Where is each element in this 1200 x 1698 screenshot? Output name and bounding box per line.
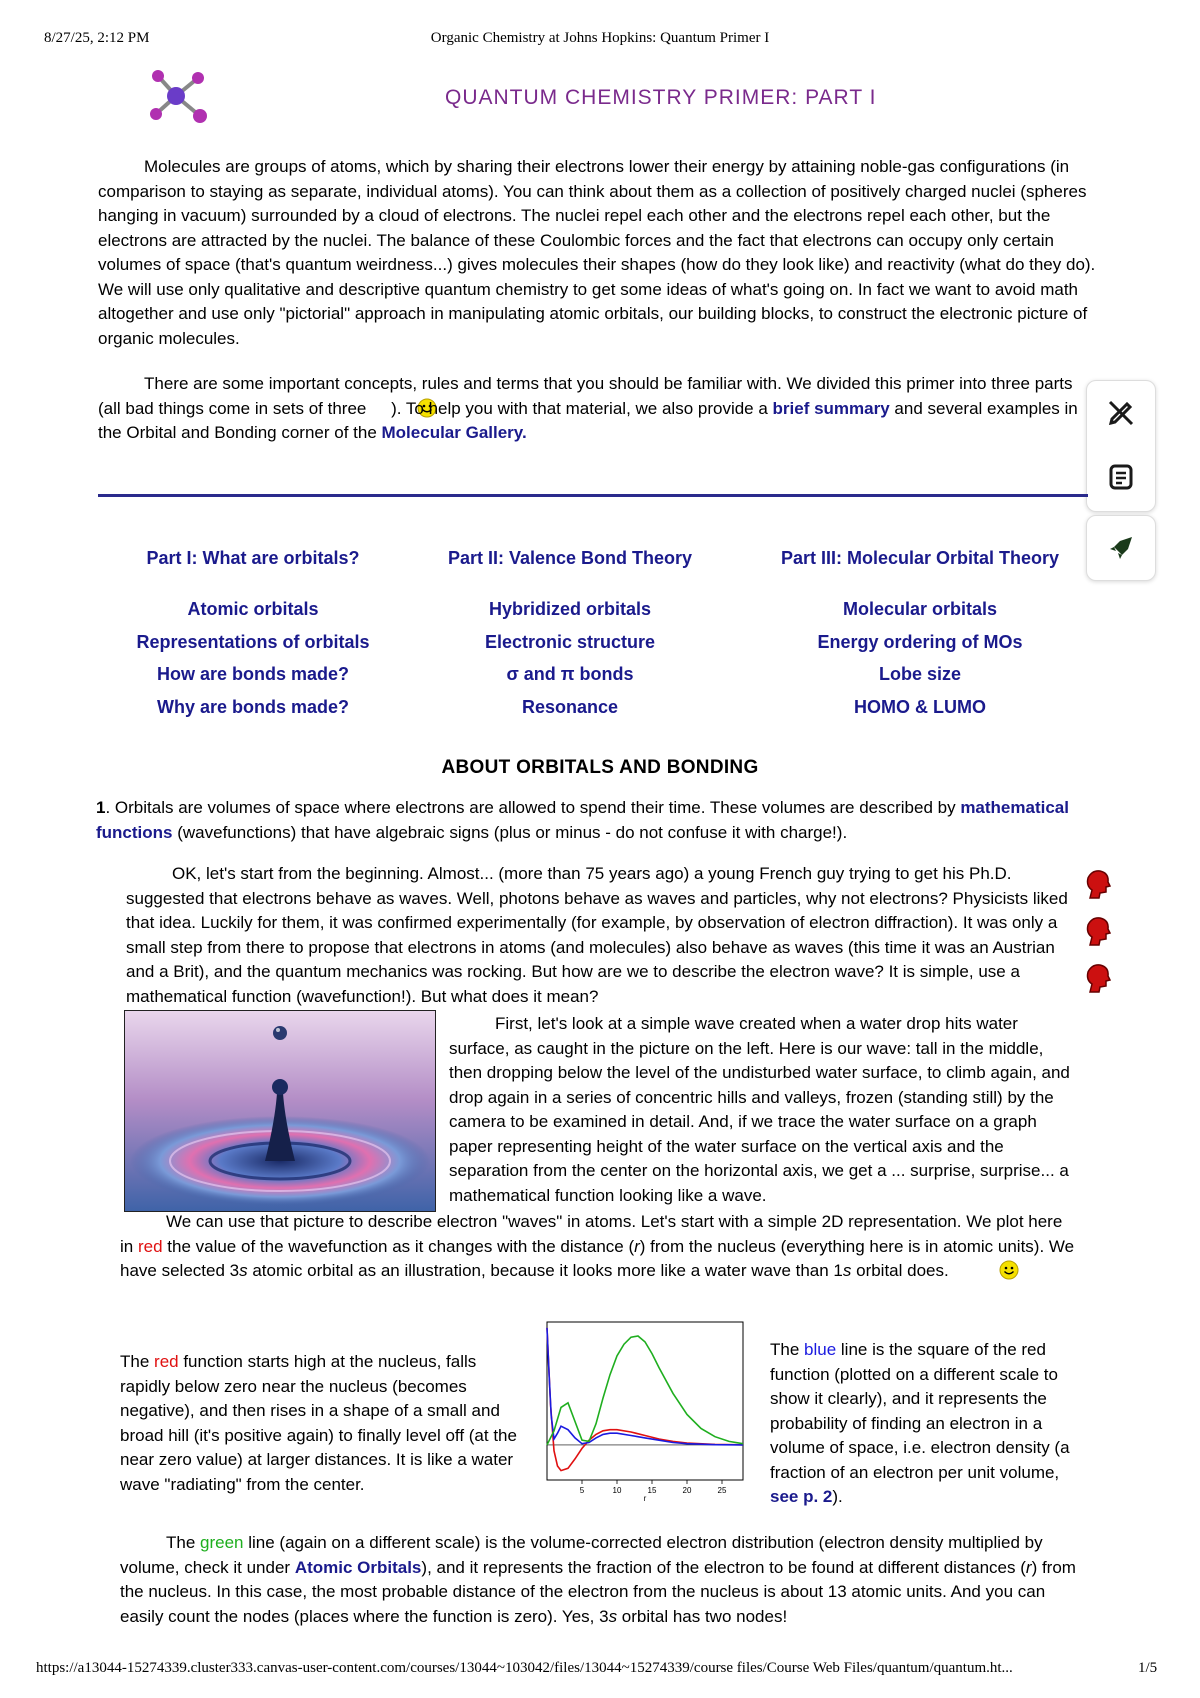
part-3-item[interactable]: Lobe size: [878, 664, 962, 684]
part-1-column: [118, 548, 388, 723]
x-tick-label: 25: [717, 1486, 727, 1495]
x-axis-label: r: [643, 1494, 647, 1502]
mathematical-functions-link[interactable]: mathematical functions: [96, 798, 1069, 842]
blue-function-caption: The blue line is the square of the red function (plotted on a different scale to show it clearly), and it represents the probability of finding an electron in a volume of space, i.e. electron density (a fraction of an electron per unit volume, see p. 2).: [770, 1340, 1070, 1506]
print-page-title: Organic Chemistry at Johns Hopkins: Quantum Primer I: [430, 30, 770, 46]
describe-paragraph: We can use that picture to describe electron "waves" in atoms. Let's start with a simple 2D representation. We plot here in red the value of the wavefunction as it changes with the distance (r) from the nucleus (everything here is in atomic units). We have selected 3s atomic orbital as an illustration, because it looks more like a water wave than 1s orbital does.: [120, 1212, 1075, 1280]
part-1-item[interactable]: Why are bonds made?: [156, 696, 350, 717]
part-2-column: [430, 548, 710, 723]
part-3-item[interactable]: Energy ordering of MOs: [817, 631, 1023, 652]
x-tick-label: 5: [579, 1486, 585, 1495]
thinking-head-icon: [1084, 962, 1112, 1001]
atomic-orbitals-link[interactable]: Atomic Orbitals: [294, 1557, 422, 1577]
rocket-icon: [1106, 533, 1136, 563]
water-paragraph: First, let's look at a simple wave created when a water drop hits water surface, as caught in the picture on the left. Here is our wave: tall in the middle, then dropping below the level of the undisturbed water surface, to climb again, and drop again in a series of concentric hills and valleys, frozen (standing still) by the camera to be examined in detail. And, if we trace the water surface on a graph paper representing height of the water surface on the vertical axis and the separation from the center on the horizontal axis, we get a ... surprise, surprise... a mathematical function looking like a wave.: [449, 1014, 1070, 1205]
part-3-item[interactable]: Molecular orbitals: [842, 599, 998, 619]
print-page-number: 1/5: [1138, 1660, 1158, 1676]
pencil-slash-icon: [1106, 398, 1136, 428]
primer-parts-paragraph: There are some important concepts, rules and terms that you should be familiar with. We divided this primer into three parts (all bad things come in sets of three ). To help you with that material, we also provide a brief summary and several examples in the Orbital and Bonding corner of the Molecular Gallery.: [98, 374, 1078, 442]
thinking-head-icon: [1084, 868, 1112, 907]
part-3-column: [770, 548, 1070, 723]
part-1-item[interactable]: How are bonds made?: [156, 664, 350, 684]
part-2-heading[interactable]: Part II: Valence Bond Theory: [447, 548, 693, 568]
molecule-icon: [148, 68, 208, 126]
side-tool-panel: [1086, 380, 1156, 512]
brief-summary-link[interactable]: brief summary: [772, 398, 890, 418]
section-title: ABOUT ORBITALS AND BONDING: [441, 757, 759, 778]
print-url: https://a13044-15274339.cluster333.canvas-user-content.com/courses/13044~103042/files/13044~15274339/course files/Course Web Files/quantum/quantum.ht...: [36, 1660, 1013, 1676]
notes-button[interactable]: [1087, 445, 1155, 509]
smiley-icon: [371, 398, 391, 418]
water-drop-photo: [124, 1010, 436, 1212]
part-1-item[interactable]: Atomic orbitals: [187, 599, 319, 619]
annotate-button[interactable]: [1087, 381, 1155, 445]
launch-button[interactable]: [1087, 516, 1155, 580]
part-1-item[interactable]: Representations of orbitals: [136, 631, 370, 652]
wavefunction-chart: [545, 1320, 755, 1502]
part-1-heading[interactable]: Part I: What are orbitals?: [146, 548, 360, 568]
part-2-item[interactable]: Electronic structure: [484, 631, 656, 652]
x-tick-label: 10: [612, 1486, 622, 1495]
see-page-2-link[interactable]: see p. 2: [770, 1487, 833, 1506]
section-divider: [98, 494, 1088, 497]
point-1-paragraph: 1. Orbitals are volumes of space where electrons are allowed to spend their time. These volumes are described by mathematical functions (wavefunctions) that have algebraic signs (plus or minus - do not confuse it with charge!).: [96, 798, 1069, 842]
part-3-item[interactable]: HOMO & LUMO: [854, 696, 986, 717]
thinking-head-icon: [1084, 915, 1112, 954]
molecular-gallery-link[interactable]: Molecular Gallery.: [381, 423, 527, 442]
part-2-item[interactable]: σ and π bonds: [506, 664, 634, 684]
wavefunction-chart-svg: [545, 1320, 755, 1502]
green-function-paragraph: The green line (again on a different scale) is the volume-corrected electron distribution (electron density multiplied by volume, check it under Atomic Orbitals), and it represents the fraction of the electron to be found at different distances (r) from the nucleus. In this case, the most probable distance of the electron from the nucleus is about 13 atomic units. And you can easily count the nodes (places where the function is zero). Yes, 3s orbital has two nodes!: [120, 1533, 1076, 1626]
story-paragraph: OK, let's start from the beginning. Almost... (more than 75 years ago) a young French guy trying to get his Ph.D. suggested that electrons behave as waves. Well, photons behave as waves and particles, why not electrons? Physicists liked that idea. Luckily for them, it was confirmed experimentally (for example, by observation of electron diffraction). It was only a small step from there to propose that electrons in atoms (and molecules) also behave as waves (this time it was an Austrian and a Brit), and the quantum mechanics was rocking. But how are we to describe the electron wave? It is simple, use a mathematical function (wavefunction!). But what does it mean?: [126, 864, 1068, 1006]
notes-icon: [1106, 462, 1136, 492]
page-title: QUANTUM CHEMISTRY PRIMER: PART I: [445, 86, 877, 109]
x-tick-label: 15: [647, 1486, 657, 1495]
side-tool-panel-2: [1086, 515, 1156, 581]
part-3-heading[interactable]: Part III: Molecular Orbital Theory: [780, 548, 1060, 568]
part-2-item[interactable]: Resonance: [521, 696, 619, 717]
part-2-item[interactable]: Hybridized orbitals: [488, 599, 652, 619]
intro-paragraph: Molecules are groups of atoms, which by sharing their electrons lower their energy by attaining noble-gas configurations (in comparison to staying as separate, individual atoms). You can think about them as a collection of positively charged nuclei (spheres hanging in vacuum) surrounded by a cloud of electrons. The nuclei repel each other and the electrons repel each other, but the electrons are attracted by the nuclei. The balance of these Coulombic forces and the fact that electrons can occupy only certain volumes of space (that's quantum weirdness...) gives molecules their shapes (how do they look like) and reactivity (what do they do). We will use only qualitative and descriptive quantum chemistry to get some ideas of what's going on. In fact we want to avoid math altogether and use only "pictorial" approach in manipulating atomic orbitals, our building blocks, to construct the electronic picture of organic molecules.: [98, 157, 1096, 348]
red-function-caption: The red function starts high at the nucleus, falls rapidly below zero near the nucleus (becomes negative), and then rises in a shape of a small and broad hill (it's positive again) to finally level off (at the near zero value) at larger distances. It is like a water wave "radiating" from the center.: [120, 1352, 517, 1494]
print-datetime: 8/27/25, 2:12 PM: [44, 30, 150, 46]
x-tick-label: 20: [682, 1486, 692, 1495]
smiley-icon: [953, 1260, 973, 1280]
